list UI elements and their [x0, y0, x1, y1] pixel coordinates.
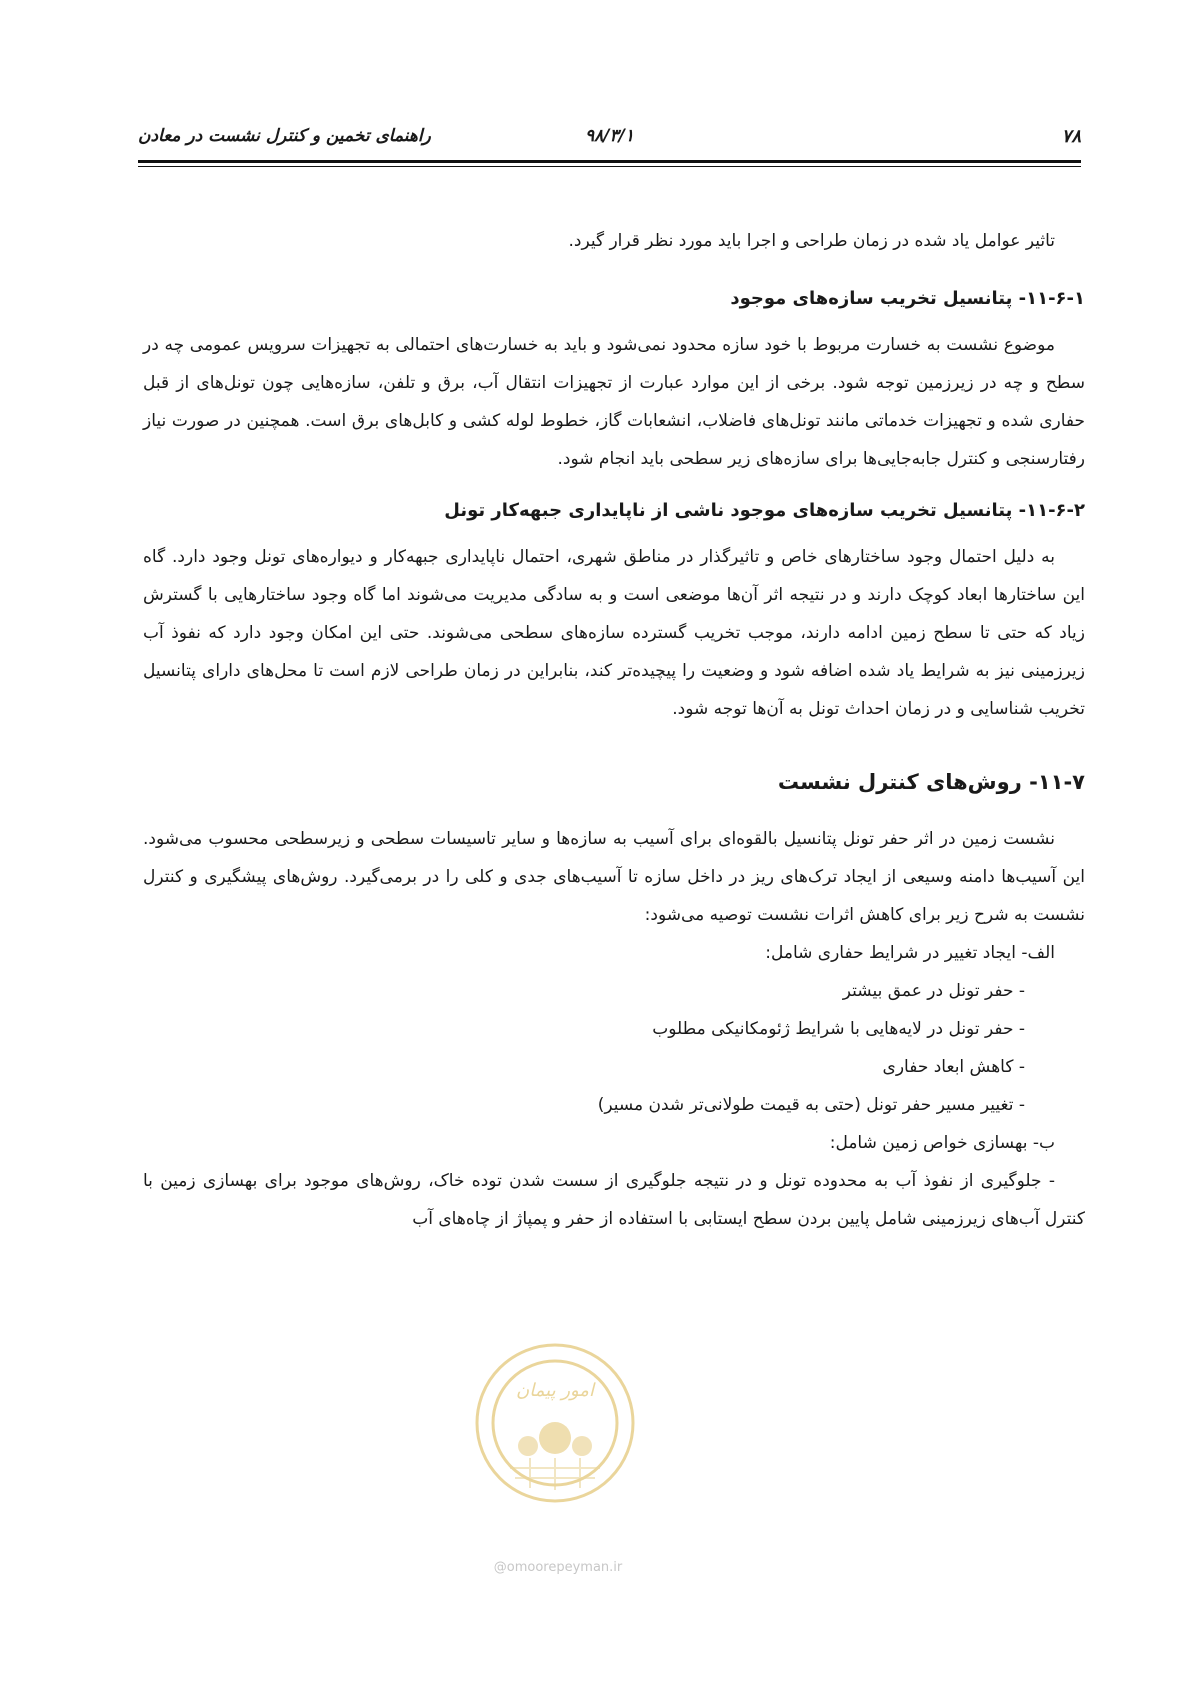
watermark-logo-icon — [470, 1338, 640, 1508]
page-number: ۷۸ — [1061, 126, 1081, 147]
watermark-logo-text: امور پیمان — [516, 1380, 594, 1401]
document-title: راهنمای تخمین و کنترل نشست در معادن — [138, 126, 431, 146]
header-rule-thick — [138, 160, 1081, 163]
watermark-url: @omoorepeyman.ir — [493, 1560, 623, 1575]
section-heading-11-6-2: ۱۱-۶-۲- پتانسیل تخریب سازه‌های موجود ناشی از ناپایداری جبهه‌کار تونل — [444, 500, 1085, 521]
header-rule-thin — [138, 166, 1081, 167]
list-item: - تغییر مسیر حفر تونل (حتی به قیمت طولانی‌تر شدن مسیر) — [597, 1095, 1025, 1115]
paragraph-11-6-1: موضوع نشست به خسارت مربوط با خود سازه محدود نمی‌شود و باید به خسارت‌های احتمالی به تجهیزات سرویس عمومی چه در سطح و چه در زیرزمین توجه شود. برخی از این موارد عبارت از تجهیزات انتقال آب، برق و تلفن، سازه‌هایی چون تونل‌های از قبل حفاری شده و تجهیزات خدماتی مانند تونل‌های فاضلاب، انشعابات گاز، خطوط لوله کشی و کابل‌های برق است. همچنین در صورت نیاز رفتارسنجی و کنترل جابه‌جایی‌ها برای سازه‌های زیر سطحی باید انجام شود. — [143, 335, 1085, 469]
header-date: ۹۸/۳/۱ — [585, 126, 634, 146]
list-item: - حفر تونل در عمق بیشتر — [842, 981, 1025, 1001]
list-item: - حفر تونل در لایه‌هایی با شرایط ژئومکانیکی مطلوب — [652, 1019, 1025, 1039]
intro-paragraph: تاثیر عوامل یاد شده در زمان طراحی و اجرا باید مورد نظر قرار گیرد. — [568, 231, 1055, 251]
page-header — [138, 126, 1081, 156]
page-content — [143, 222, 1085, 1238]
paragraph-11-6-2: به دلیل احتمال وجود ساختارهای خاص و تاثیرگذار در مناطق شهری، احتمال ناپایداری جبهه‌کار و دیواره‌های تونل وجود دارد. گاه این ساختارها ابعاد کوچک دارند و در نتیجه اثر آن‌ها موضعی است و به سادگی مدیریت می‌شوند اما گاه وجود ساختارهایی با گسترش زیاد که حتی تا سطح زمین ادامه دارند، موجب تخریب گسترده سازه‌های سطحی می‌شوند. حتی این امکان وجود دارد که نفوذ آب زیرزمینی نیز به شرایط یاد شده اضافه شود و وضعیت را پیچیده‌تر کند، بنابراین در زمان طراحی لازم است تا محل‌های دارای پتانسیل تخریب شناسایی و در زمان احداث تونل به آن‌ها توجه شود. — [143, 547, 1085, 719]
list-b-text: - جلوگیری از نفوذ آب به محدوده تونل و در نتیجه جلوگیری از سست شدن توده خاک، روش‌های موجود برای بهسازی زمین با کنترل آب‌های زیرزمینی شامل پایین بردن سطح ایستابی با استفاده از حفر و پمپاژ از چاه‌های آب — [143, 1171, 1085, 1229]
list-a-heading: الف- ایجاد تغییر در شرایط حفاری شامل: — [765, 943, 1055, 963]
section-heading-11-7: ۱۱-۷- روش‌های کنترل نشست — [777, 770, 1085, 794]
section-heading-11-6-1: ۱۱-۶-۱- پتانسیل تخریب سازه‌های موجود — [730, 288, 1085, 309]
list-b-heading: ب- بهسازی خواص زمین شامل: — [829, 1133, 1055, 1153]
list-item: - کاهش ابعاد حفاری — [882, 1057, 1025, 1077]
paragraph-11-7: نشست زمین در اثر حفر تونل پتانسیل بالقوه‌ای برای آسیب به سازه‌ها و سایر تاسیسات سطحی و زیرسطحی محسوب می‌شود. این آسیب‌ها دامنه وسیعی از ایجاد ترک‌های ریز در داخل سازه تا آسیب‌های جدی و کلی را در برمی‌گیرد. روش‌های پیشگیری و کنترل نشست به شرح زیر برای کاهش اثرات نشست توصیه می‌شود: — [143, 829, 1085, 925]
